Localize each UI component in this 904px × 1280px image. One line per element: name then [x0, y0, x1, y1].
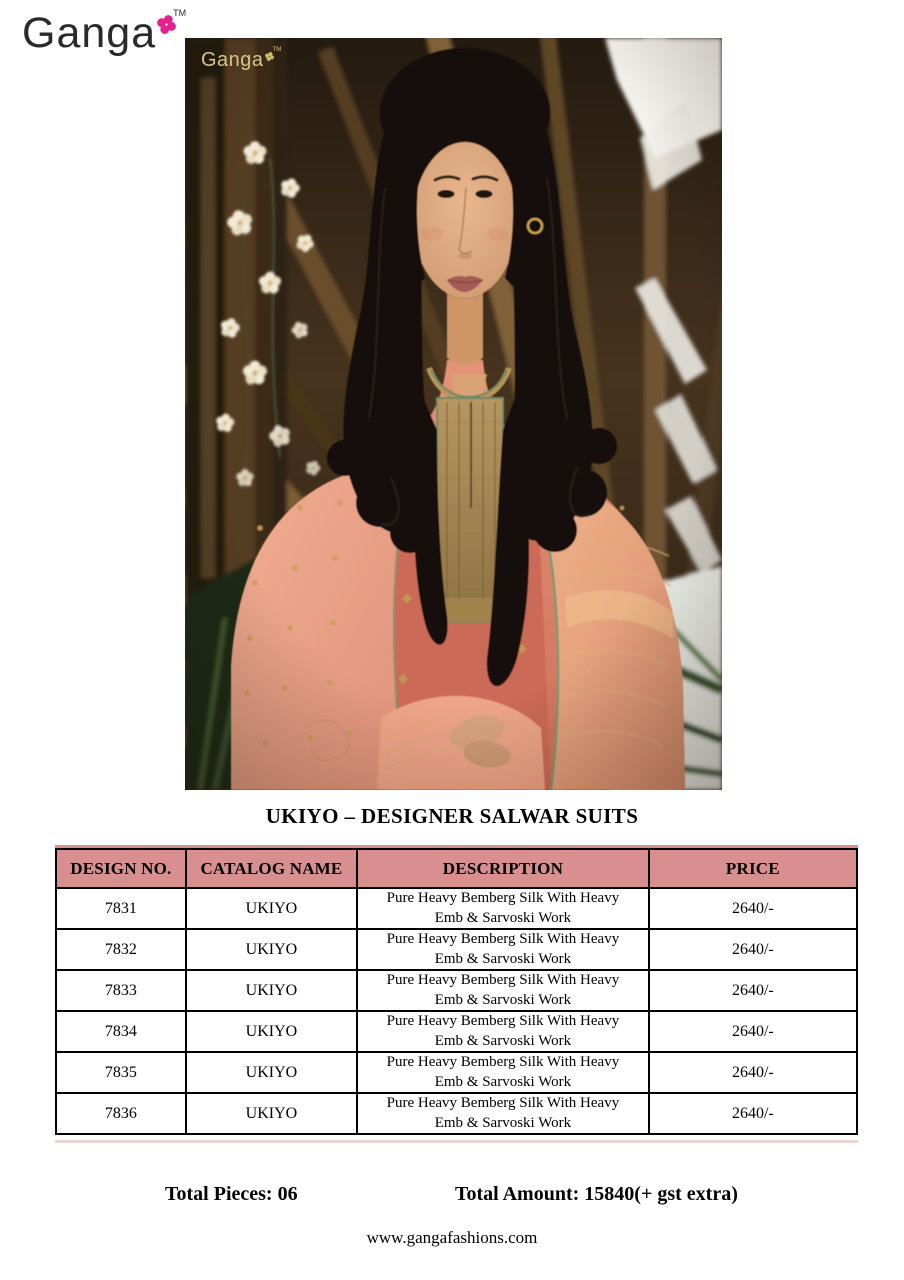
table-row [56, 970, 857, 1011]
table-row [56, 929, 857, 970]
design-no-cell: 7832 [56, 929, 186, 970]
table-bottom-accent [55, 1140, 858, 1143]
footer [0, 1228, 904, 1248]
catalog-name-cell: UKIYO [186, 888, 357, 929]
catalog-name-cell: UKIYO [186, 1093, 357, 1134]
photo-watermark-trademark: TM [272, 47, 282, 53]
design-no-cell: 7835 [56, 1052, 186, 1093]
table-header-cell: CATALOG NAME [186, 849, 357, 888]
table-header-row [56, 849, 857, 888]
catalog-photo [185, 38, 722, 790]
catalog-name-cell: UKIYO [186, 1052, 357, 1093]
description-line-2: Emb & Sarvoski Work [434, 1114, 572, 1131]
table-row [56, 888, 857, 929]
price-cell: 2640/- [649, 1011, 857, 1052]
table-header-cell: PRICE [649, 849, 857, 888]
catalog-name-cell: UKIYO [186, 929, 357, 970]
description-line-2: Emb & Sarvoski Work [434, 909, 572, 926]
totals-row [0, 1183, 904, 1209]
watermark-flower-icon [265, 52, 274, 61]
total-amount: Total Amount: 15840(+ gst extra) [455, 1183, 738, 1205]
photo-watermark-text: Ganga [201, 49, 264, 71]
description-line-1: Pure Heavy Bemberg Silk With Heavy [386, 931, 620, 947]
design-no-cell: 7836 [56, 1093, 186, 1134]
description-line-1: Pure Heavy Bemberg Silk With Heavy [386, 1013, 620, 1029]
price-cell: 2640/- [649, 970, 857, 1011]
description-line-1: Pure Heavy Bemberg Silk With Heavy [386, 972, 620, 988]
table-header-cell: DESIGN NO. [56, 849, 186, 888]
catalog-name-cell: UKIYO [186, 1011, 357, 1052]
description-cell [357, 970, 649, 1011]
photo-watermark [201, 47, 282, 71]
description-cell [357, 1093, 649, 1134]
price-cell: 2640/- [649, 1093, 857, 1134]
table-header-cell: DESCRIPTION [357, 849, 649, 888]
description-line-2: Emb & Sarvoski Work [434, 1073, 572, 1090]
description-line-1: Pure Heavy Bemberg Silk With Heavy [386, 1095, 620, 1111]
description-line-1: Pure Heavy Bemberg Silk With Heavy [386, 1054, 620, 1070]
design-no-cell: 7833 [56, 970, 186, 1011]
catalog-name-cell: UKIYO [186, 970, 357, 1011]
catalog-table-body [56, 888, 857, 1134]
price-cell: 2640/- [649, 1052, 857, 1093]
price-cell: 2640/- [649, 929, 857, 970]
description-line-1: Pure Heavy Bemberg Silk With Heavy [386, 890, 620, 906]
description-cell [357, 1052, 649, 1093]
table-row [56, 1052, 857, 1093]
total-pieces: Total Pieces: 06 [165, 1183, 298, 1205]
page-title: UKIYO – DESIGNER SALWAR SUITS [265, 804, 639, 828]
design-no-cell: 7831 [56, 888, 186, 929]
photo-illustration [185, 38, 722, 790]
description-line-2: Emb & Sarvoski Work [434, 950, 572, 967]
brand-logo-text: Ganga [22, 9, 157, 57]
description-line-2: Emb & Sarvoski Work [434, 1032, 572, 1049]
brand-trademark: TM [173, 8, 187, 18]
description-cell [357, 888, 649, 929]
table-row [56, 1011, 857, 1052]
brand-logo [22, 8, 187, 57]
website-text: www.gangafashions.com [366, 1228, 538, 1247]
description-cell [357, 929, 649, 970]
description-line-2: Emb & Sarvoski Work [434, 991, 572, 1008]
table-row [56, 1093, 857, 1134]
catalog-table-section [55, 845, 858, 1143]
description-cell [357, 1011, 649, 1052]
price-cell: 2640/- [649, 888, 857, 929]
catalog-table [55, 848, 858, 1135]
design-no-cell: 7834 [56, 1011, 186, 1052]
